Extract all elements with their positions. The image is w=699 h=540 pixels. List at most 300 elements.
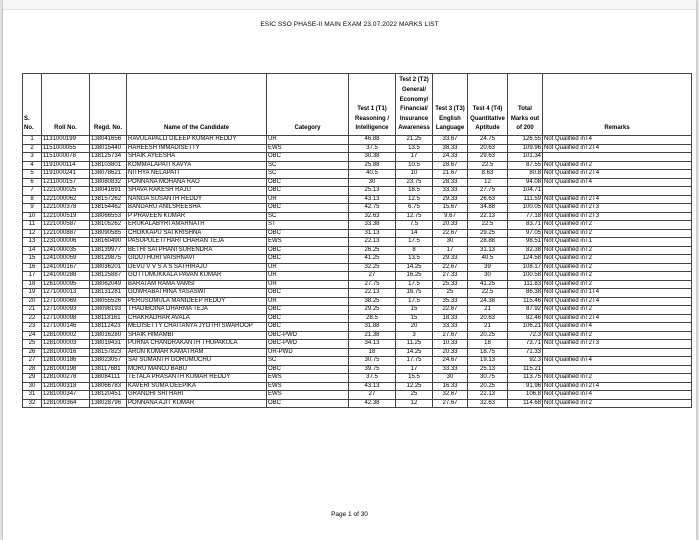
cell-sno: 24 [23, 331, 42, 340]
page-top-strip [3, 0, 696, 10]
cell-test3: 27.67 [433, 331, 468, 340]
cell-test2: 12.25 [396, 382, 433, 391]
cell-remarks: Not Qualified inT2 [543, 255, 692, 264]
cell-regd-no: 138139977 [90, 246, 127, 255]
cell-total: 113.75 [508, 374, 543, 383]
table-row [23, 272, 692, 281]
cell-regd-no: 138157823 [90, 348, 127, 357]
cell-roll-no: 1271000146 [42, 323, 90, 332]
cell-category: OBC-PWD [267, 340, 349, 349]
cell-sno: 4 [23, 161, 42, 170]
cell-sno: 2 [23, 144, 42, 153]
cell-roll-no: 1281000278 [42, 374, 90, 383]
cell-category: OBC [267, 204, 349, 213]
cell-test1: 27.75 [349, 280, 396, 289]
header-total: Total Marks out of 200 [508, 74, 543, 136]
cell-category: SC [267, 357, 349, 366]
cell-candidate-name: DEVU V V S A S SATHIRAJU [127, 263, 267, 272]
cell-test4: 22.5 [468, 161, 508, 170]
cell-roll-no: 1241000288 [42, 272, 90, 281]
marks-table [22, 73, 692, 408]
cell-candidate-name: ARUN KUMAR KAMATHAM [127, 348, 267, 357]
cell-test1: 43.13 [349, 382, 396, 391]
table-row [23, 348, 692, 357]
cell-candidate-name: HAREESH IMMADISETTY [127, 144, 267, 153]
cell-total: 97.05 [508, 229, 543, 238]
cell-roll-no: 1241000035 [42, 246, 90, 255]
cell-category: UR [267, 263, 349, 272]
cell-remarks: Not Qualified inT2T4 [543, 314, 692, 323]
cell-test3: 10.33 [433, 340, 468, 349]
cell-regd-no: 138125887 [90, 272, 127, 281]
cell-test2: 17 [396, 365, 433, 374]
cell-regd-no: 138015440 [90, 144, 127, 153]
cell-test2: 18.5 [396, 187, 433, 196]
cell-test3: 29.33 [433, 255, 468, 264]
cell-test4: 24.75 [468, 136, 508, 145]
cell-sno: 25 [23, 340, 42, 349]
cell-sno: 28 [23, 365, 42, 374]
cell-remarks: Not Qualified inT2T4 [543, 382, 692, 391]
cell-sno: 10 [23, 212, 42, 221]
cell-category: OBC [267, 323, 349, 332]
cell-test1: 21.38 [349, 331, 396, 340]
cell-candidate-name: PURNA CHANDRAKANTH THUPAKULA [127, 340, 267, 349]
cell-total: 94.08 [508, 178, 543, 187]
cell-test3: 38.33 [433, 144, 468, 153]
table-row [23, 246, 692, 255]
cell-candidate-name: BARATAM RAMA VAMSI [127, 280, 267, 289]
cell-test3: 20.33 [433, 221, 468, 230]
cell-total: 115.21 [508, 365, 543, 374]
cell-test3: 33.33 [433, 323, 468, 332]
cell-test3: 28.33 [433, 178, 468, 187]
cell-regd-no: 138154462 [90, 204, 127, 213]
cell-test4: 22.13 [468, 391, 508, 400]
cell-test1: 22.13 [349, 289, 396, 298]
cell-regd-no: 138080832 [90, 178, 127, 187]
cell-test3: 25.33 [433, 280, 468, 289]
cell-sno: 21 [23, 306, 42, 315]
cell-regd-no: 138103801 [90, 161, 127, 170]
cell-candidate-name: KAVERI SUMA DEEPIKA [127, 382, 267, 391]
cell-total: 72.3 [508, 331, 543, 340]
cell-test2: 20 [396, 323, 433, 332]
cell-total: 114.68 [508, 399, 543, 408]
cell-roll-no: 1221000062 [42, 195, 90, 204]
cell-category: SC [267, 161, 349, 170]
cell-roll-no: 1241000167 [42, 263, 90, 272]
cell-roll-no: 1221000587 [42, 221, 90, 230]
cell-test2: 11.25 [396, 340, 433, 349]
header-t4: Test 4 (T4) Quantitative Aptitude [468, 74, 508, 136]
cell-total: 83.71 [508, 221, 543, 230]
cell-test4: 21 [468, 306, 508, 315]
cell-remarks: Not Qualified inT2 [543, 229, 692, 238]
cell-category: UR [267, 297, 349, 306]
cell-test4: 30 [468, 272, 508, 281]
cell-remarks: Not Qualified inT4 [543, 178, 692, 187]
table-row [23, 178, 692, 187]
header-category: Category [267, 74, 349, 136]
cell-regd-no: 138105262 [90, 221, 127, 230]
cell-sno: 9 [23, 204, 42, 213]
cell-test1: 46.88 [349, 136, 396, 145]
cell-candidate-name: MORU MANOJ BABU [127, 365, 267, 374]
table-row [23, 365, 692, 374]
cell-sno: 5 [23, 170, 42, 179]
cell-regd-no: 138120451 [90, 391, 127, 400]
cell-test3: 16.33 [433, 382, 468, 391]
cell-category: ST [267, 221, 349, 230]
cell-test3: 30 [433, 374, 468, 383]
cell-test4: 22.13 [468, 212, 508, 221]
cell-total: 87.55 [508, 161, 543, 170]
cell-regd-no: 138078621 [90, 170, 127, 179]
cell-test2: 17.5 [396, 238, 433, 247]
cell-roll-no: 1271000098 [42, 314, 90, 323]
cell-regd-no: 138066553 [90, 212, 127, 221]
cell-test2: 7.5 [396, 221, 433, 230]
cell-candidate-name: SAI SUMANTH GORUMUCHU [127, 357, 267, 366]
cell-test1: 42.75 [349, 204, 396, 213]
cell-total: 71.33 [508, 348, 543, 357]
table-row [23, 331, 692, 340]
cell-roll-no: 1241000059 [42, 255, 90, 264]
cell-test3: 20.33 [433, 348, 468, 357]
cell-total: 106.21 [508, 323, 543, 332]
cell-candidate-name: CHAKRADHAR AVALA [127, 314, 267, 323]
cell-test2: 17.5 [396, 280, 433, 289]
cell-roll-no: 1191000114 [42, 161, 90, 170]
cell-sno: 1 [23, 136, 42, 145]
cell-sno: 15 [23, 255, 42, 264]
cell-test3: 25 [433, 289, 468, 298]
cell-roll-no: 1151000078 [42, 153, 90, 162]
cell-sno: 30 [23, 382, 42, 391]
cell-test2: 15 [396, 314, 433, 323]
cell-sno: 19 [23, 289, 42, 298]
cell-test4: 19.13 [468, 357, 508, 366]
cell-test2: 10 [396, 170, 433, 179]
cell-category: OBC [267, 255, 349, 264]
cell-total: 109.96 [508, 144, 543, 153]
cell-category: OBC [267, 153, 349, 162]
cell-test4: 20.63 [468, 314, 508, 323]
cell-roll-no: 1271000069 [42, 297, 90, 306]
table-row [23, 391, 692, 400]
cell-test4: 22.5 [468, 221, 508, 230]
cell-test1: 40.5 [349, 170, 396, 179]
cell-test2: 10.5 [396, 161, 433, 170]
table-row [23, 204, 692, 213]
cell-test4: 20.25 [468, 382, 508, 391]
cell-test1: 28.5 [349, 314, 396, 323]
cell-test4: 31.13 [468, 246, 508, 255]
cell-remarks: Not Qualified inT4 [543, 323, 692, 332]
cell-test2: 14.25 [396, 263, 433, 272]
cell-test1: 18 [349, 348, 396, 357]
cell-remarks: Not Qualified inT2T3 [543, 340, 692, 349]
cell-remarks [543, 187, 692, 196]
cell-test4: 22.5 [468, 289, 508, 298]
cell-test4: 21 [468, 323, 508, 332]
cell-roll-no: 1231000006 [42, 238, 90, 247]
cell-test1: 32.63 [349, 212, 396, 221]
cell-regd-no: 138112423 [90, 323, 127, 332]
cell-category: EWS [267, 382, 349, 391]
cell-candidate-name: PONNANA MOHANA RAO [127, 178, 267, 187]
cell-remarks: Not Qualified inT2 [543, 331, 692, 340]
cell-remarks: Not Qualified inT2T4 [543, 170, 692, 179]
page-footer: Page 1 of 30 [331, 511, 368, 518]
header-remarks: Remarks [543, 74, 692, 136]
table-row [23, 144, 692, 153]
cell-test4: 24.38 [468, 297, 508, 306]
cell-test3: 32.67 [433, 391, 468, 400]
cell-roll-no: 1281000318 [42, 382, 90, 391]
cell-remarks: Not Qualified inT2 [543, 280, 692, 289]
cell-roll-no: 1131000199 [42, 136, 90, 145]
cell-regd-no: 138041691 [90, 187, 127, 196]
cell-remarks [543, 365, 692, 374]
cell-sno: 6 [23, 178, 42, 187]
cell-candidate-name: PERUSOMULA MANIDEEP REDDY [127, 297, 267, 306]
cell-category: OBC [267, 289, 349, 298]
cell-sno: 12 [23, 229, 42, 238]
cell-candidate-name: PASUPULETI HARI CHARAN TEJA [127, 238, 267, 247]
cell-sno: 16 [23, 263, 42, 272]
cell-category: OBC [267, 178, 349, 187]
cell-test2: 23.75 [396, 178, 433, 187]
cell-remarks: Not Qualified inT2 [543, 246, 692, 255]
cell-test4: 26.63 [468, 195, 508, 204]
cell-test2: 12 [396, 399, 433, 408]
cell-total: 82.46 [508, 314, 543, 323]
header-regd: Regd. No. [90, 74, 127, 136]
cell-regd-no: 138062049 [90, 280, 127, 289]
cell-remarks: Not Qualified inT2 [543, 221, 692, 230]
cell-sno: 32 [23, 399, 42, 408]
cell-test3: 27.33 [433, 272, 468, 281]
cell-roll-no: 1281000364 [42, 399, 90, 408]
cell-total: 104.71 [508, 187, 543, 196]
cell-total: 80.8 [508, 170, 543, 179]
cell-candidate-name: GOTTUMUKKALA PAVAN KUMAR [127, 272, 267, 281]
cell-test3: 15.67 [433, 204, 468, 213]
table-row [23, 314, 692, 323]
cell-candidate-name: KOMMALAPATI KAVYA [127, 161, 267, 170]
cell-remarks [543, 153, 692, 162]
cell-test3: 22.67 [433, 263, 468, 272]
table-row [23, 153, 692, 162]
cell-candidate-name: THADIBOINA DHARMA TEJA [127, 306, 267, 315]
cell-total: 106.8 [508, 391, 543, 400]
cell-total: 126.55 [508, 136, 543, 145]
cell-regd-no: 138055526 [90, 297, 127, 306]
cell-total: 111.83 [508, 280, 543, 289]
cell-remarks: Not Qualified inT2 [543, 161, 692, 170]
cell-test1: 32.25 [349, 263, 396, 272]
table-row [23, 357, 692, 366]
cell-test4: 40.5 [468, 255, 508, 264]
cell-remarks: Not Qualified inT2 [543, 272, 692, 281]
cell-category: UR [267, 280, 349, 289]
cell-total: 111.59 [508, 195, 543, 204]
cell-test2: 14.25 [396, 348, 433, 357]
cell-total: 73.71 [508, 340, 543, 349]
cell-test4: 29.63 [468, 153, 508, 162]
cell-test2: 8 [396, 246, 433, 255]
cell-test1: 27 [349, 272, 396, 281]
cell-sno: 26 [23, 348, 42, 357]
cell-test3: 21.67 [433, 170, 468, 179]
cell-remarks: Not Qualified inT1 [543, 238, 692, 247]
cell-test1: 30 [349, 178, 396, 187]
cell-test2: 16.25 [396, 272, 433, 281]
cell-test1: 25.88 [349, 161, 396, 170]
table-row [23, 161, 692, 170]
cell-test4: 41.25 [468, 280, 508, 289]
cell-candidate-name: CHOKKAPU SAI KRISHNA [127, 229, 267, 238]
cell-category: OBC [267, 399, 349, 408]
cell-test4: 25.13 [468, 365, 508, 374]
cell-remarks: Not Qualified inT4 [543, 136, 692, 145]
table-row [23, 212, 692, 221]
cell-test3: 33.33 [433, 187, 468, 196]
cell-candidate-name: MEDISETTY CHAITANYA JYOTHI SWAROOP [127, 323, 267, 332]
cell-total: 108.17 [508, 263, 543, 272]
cell-test3: 24.67 [433, 357, 468, 366]
table-header-row [23, 74, 692, 136]
cell-test1: 30.75 [349, 357, 396, 366]
cell-total: 86.38 [508, 289, 543, 298]
cell-candidate-name: PONNANA AJIT KUMAR [127, 399, 267, 408]
cell-test4: 20.25 [468, 331, 508, 340]
cell-regd-no: 138036201 [90, 263, 127, 272]
cell-roll-no: 1281000003 [42, 340, 90, 349]
cell-roll-no: 1221000519 [42, 212, 90, 221]
cell-regd-no: 138023057 [90, 357, 127, 366]
cell-total: 77.18 [508, 212, 543, 221]
cell-roll-no: 1221000887 [42, 229, 90, 238]
cell-test1: 43.13 [349, 195, 396, 204]
cell-sno: 8 [23, 195, 42, 204]
cell-category: OBC [267, 365, 349, 374]
cell-test2: 12.75 [396, 212, 433, 221]
cell-category: SC [267, 170, 349, 179]
cell-candidate-name: GIDUTHURI VAISHNAVI [127, 255, 267, 264]
cell-candidate-name: SHAVA RAKESH RAJU [127, 187, 267, 196]
cell-test1: 25.13 [349, 187, 396, 196]
cell-remarks: Not Qualified inT2 [543, 306, 692, 315]
cell-test3: 24.33 [433, 153, 468, 162]
cell-roll-no: 1281000347 [42, 391, 90, 400]
cell-candidate-name: SHAIK HIMAMBI [127, 331, 267, 340]
document-title: ESIC SSO PHASE-II MAIN EXAM 23.07.2022 MARKS LIST [260, 21, 439, 28]
cell-category: EWS [267, 144, 349, 153]
cell-test2: 16.75 [396, 289, 433, 298]
cell-category: UR [267, 195, 349, 204]
header-t2: Test 2 (T2) General/ Economy/ Financial/ Insurance Awareness [396, 74, 433, 136]
cell-candidate-name: ERUKALABYRI AMARNATH [127, 221, 267, 230]
cell-total: 100.58 [508, 272, 543, 281]
cell-total: 87.92 [508, 306, 543, 315]
cell-candidate-name: RAVULAPALLI DILEEP KUMAR REDDY [127, 136, 267, 145]
cell-roll-no: 1211000157 [42, 178, 90, 187]
cell-total: 82.38 [508, 246, 543, 255]
cell-regd-no: 138157262 [90, 195, 127, 204]
cell-sno: 3 [23, 153, 42, 162]
cell-test1: 31.88 [349, 323, 396, 332]
cell-remarks: Not Qualified inT2 [543, 263, 692, 272]
cell-sno: 22 [23, 314, 42, 323]
cell-test3: 9.67 [433, 212, 468, 221]
cell-remarks: Not Qualified inT2T4 [543, 297, 692, 306]
cell-test4: 29.25 [468, 229, 508, 238]
cell-candidate-name: P PRAVEEN KUMAR [127, 212, 267, 221]
document-page [3, 0, 696, 540]
cell-test4: 27.75 [468, 187, 508, 196]
cell-sno: 20 [23, 297, 42, 306]
cell-category: OBC [267, 187, 349, 196]
cell-candidate-name: GRANDHI SRI HARI [127, 391, 267, 400]
cell-roll-no: 1281000002 [42, 331, 90, 340]
table-row [23, 238, 692, 247]
cell-test2: 14 [396, 229, 433, 238]
cell-test2: 15 [396, 306, 433, 315]
cell-test1: 39.75 [349, 365, 396, 374]
header-t3: Test 3 (T3) English Language [433, 74, 468, 136]
cell-test1: 29.25 [349, 306, 396, 315]
cell-sno: 7 [23, 187, 42, 196]
cell-category: OBC [267, 306, 349, 315]
cell-test3: 30 [433, 238, 468, 247]
cell-test4: 12 [468, 178, 508, 187]
cell-total: 101.34 [508, 153, 543, 162]
cell-remarks: Not Qualified inT2T4 [543, 144, 692, 153]
cell-sno: 11 [23, 221, 42, 230]
cell-test2: 17 [396, 153, 433, 162]
cell-category: OBC [267, 229, 349, 238]
cell-roll-no: 1281000186 [42, 357, 90, 366]
cell-remarks: Not Qualified inT2 [543, 374, 692, 383]
cell-test1: 30.38 [349, 153, 396, 162]
cell-roll-no: 1271000093 [42, 306, 90, 315]
cell-roll-no: 1281000198 [42, 365, 90, 374]
cell-total: 98.51 [508, 238, 543, 247]
cell-test2: 17.75 [396, 357, 433, 366]
cell-remarks: Not Qualified inT2T3 [543, 212, 692, 221]
cell-test3: 28.67 [433, 161, 468, 170]
cell-sno: 18 [23, 280, 42, 289]
cell-candidate-name: SHAIK AYEESHA [127, 153, 267, 162]
table-row [23, 280, 692, 289]
table-row [23, 221, 692, 230]
header-t1: Test 1 (T1) Reasoning / Intelligence [349, 74, 396, 136]
cell-test2: 13.5 [396, 255, 433, 264]
cell-total: 100.05 [508, 204, 543, 213]
header-roll: Roll No. [42, 74, 90, 136]
cell-regd-no: 138160490 [90, 238, 127, 247]
cell-test3: 29.33 [433, 195, 468, 204]
cell-category: EWS [267, 391, 349, 400]
header-sno: S. No. [23, 74, 42, 136]
cell-sno: 31 [23, 391, 42, 400]
cell-test1: 33.38 [349, 221, 396, 230]
cell-total: 124.58 [508, 255, 543, 264]
cell-test1: 22.13 [349, 238, 396, 247]
